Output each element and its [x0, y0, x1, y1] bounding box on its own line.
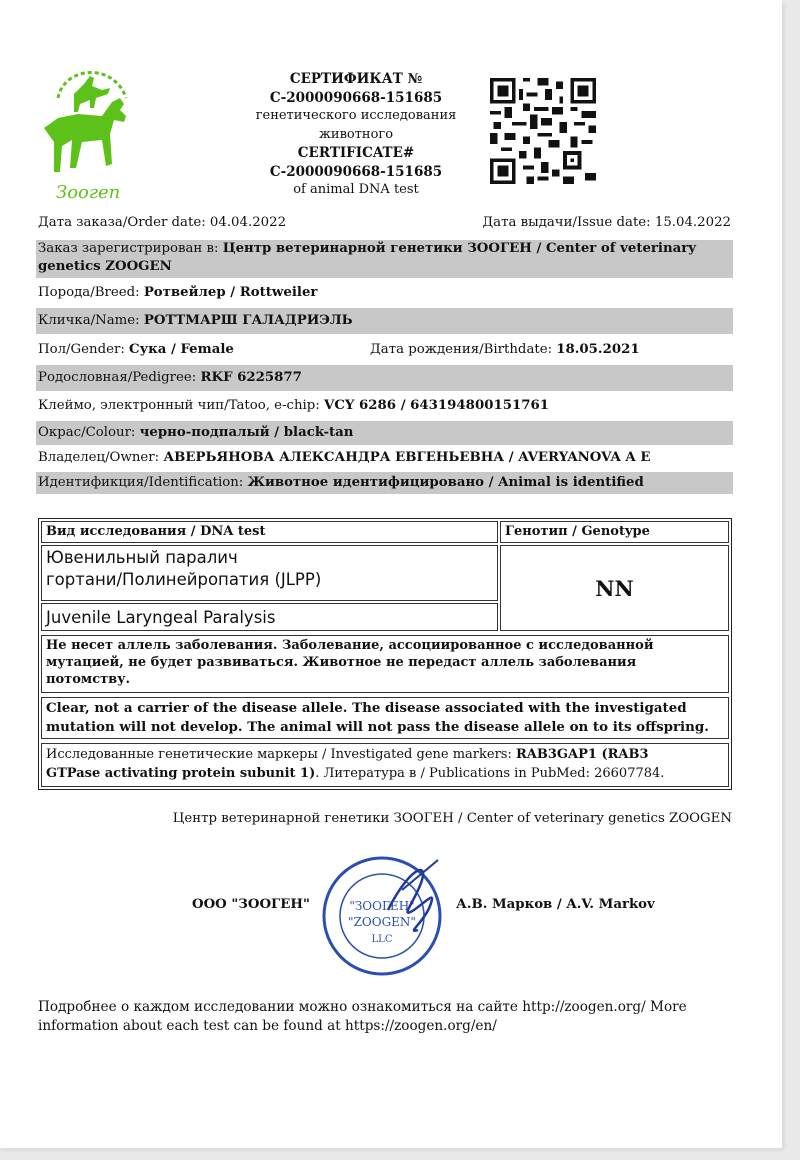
result-ru-line-2: мутацией, не будет развиваться. Животное не передаст аллель заболевания	[46, 655, 637, 670]
gender-label: Пол/Gender:	[38, 342, 130, 357]
chip-value: VCY 6286 / 643194800151761	[324, 398, 549, 413]
birthdate-value: 18.05.2021	[556, 342, 640, 357]
certificate-heading	[246, 70, 466, 200]
cert-number-en: С-2000090668-151685	[269, 163, 443, 180]
issue-date-label: Дата выдачи/Issue date:	[482, 215, 655, 230]
order-date-value: 04.04.2022	[209, 215, 287, 230]
result-ru-line-3: потомству.	[46, 672, 131, 687]
qr-code-icon[interactable]	[490, 78, 596, 184]
colour-label: Окрас/Colour:	[38, 425, 140, 440]
order-date-label: Дата заказа/Order date:	[38, 215, 210, 230]
breed-value: Ротвейлер / Rottweiler	[143, 285, 318, 300]
more-info-line-2: information about each test can be found at https://zoogen.org/en/	[38, 1018, 497, 1034]
footer-organization: Центр ветеринарной генетики ЗООГЕН / Center of veterinary genetics ZOOGEN	[172, 811, 732, 826]
name-label: Кличка/Name:	[38, 313, 144, 328]
markers-value-1: RAB3GAP1 (RAB3	[516, 747, 649, 762]
registered-label: Заказ зарегистрирован в:	[38, 241, 223, 256]
birthdate-label: Дата рождения/Birthdate:	[370, 342, 557, 357]
company-stamp-icon	[318, 850, 450, 980]
cert-subtitle-ru-1: генетического исследования	[255, 108, 457, 123]
result-ru	[41, 635, 729, 693]
order-date-row	[36, 214, 733, 232]
gender-row	[36, 341, 733, 359]
dna-test-table	[38, 518, 732, 790]
more-info	[38, 998, 728, 1036]
more-info-line-1: Подробнее о каждом исследовании можно ознакомиться на сайте http://zoogen.org/ More	[38, 999, 687, 1015]
issue-date-value: 15.04.2022	[654, 215, 731, 230]
chip-label: Клеймо, электронный чип/Tatoo, e-chip:	[38, 398, 325, 413]
markers-value-2: GTPase activating protein subunit 1)	[46, 766, 316, 781]
cert-number-ru: С-2000090668-151685	[269, 89, 443, 106]
result-en-line-1: Clear, not a carrier of the disease allele. The disease associated with the investigated	[46, 700, 687, 716]
stamp-text-2: "ZOOGEN"	[348, 915, 416, 929]
cert-title-en: CERTIFICATE#	[297, 145, 415, 161]
pedigree-row	[36, 365, 733, 391]
company-name: ООО "ЗООГЕН"	[192, 897, 310, 912]
genotype-value: NN	[500, 545, 729, 631]
stamp-text-3: LLC	[371, 934, 393, 945]
registered-row	[36, 240, 733, 278]
publications: . Литература в / Publications in PubMed: 26607784.	[315, 766, 665, 781]
test-name-ru	[41, 545, 498, 601]
test-name-en: Juvenile Laryngeal Paralysis	[41, 603, 498, 631]
registered-value-2: genetics ZOOGEN	[38, 259, 172, 274]
zoogen-logo-icon	[36, 58, 136, 206]
result-en	[41, 697, 729, 739]
issue-date	[482, 214, 731, 232]
name-row	[36, 308, 733, 334]
cert-title-ru: СЕРТИФИКАТ №	[289, 71, 423, 87]
owner-label: Владелец/Owner:	[38, 450, 164, 465]
owner-row	[36, 449, 733, 467]
gender-value: Сука / Female	[129, 342, 234, 357]
chip-row	[36, 397, 733, 415]
cert-subtitle-en: of animal DNA test	[293, 182, 419, 197]
identification-row	[36, 472, 733, 494]
colour-value: черно-подпалый / black-tan	[139, 425, 354, 440]
colour-row	[36, 421, 733, 445]
test-name-ru-line-1: Ювенильный паралич	[46, 548, 238, 567]
pedigree-label: Родословная/Pedigree:	[38, 370, 201, 385]
identification-label: Идентификция/Identification:	[38, 475, 248, 490]
breed-row	[36, 284, 733, 302]
identification-value: Животное идентифицировано / Animal is identified	[247, 475, 644, 490]
stamp-text-1: "ЗООГЕН"	[349, 899, 415, 913]
pedigree-value: RKF 6225877	[200, 370, 302, 385]
breed-label: Порода/Breed:	[38, 285, 144, 300]
test-name-ru-line-2: гортани/Полинейропатия (JLPP)	[46, 570, 322, 589]
result-ru-line-1: Не несет аллель заболевания. Заболевание, ассоциированное с исследованной	[46, 638, 654, 653]
logo-text: Зоогеn	[56, 182, 121, 203]
cert-subtitle-ru-2: животного	[318, 126, 394, 142]
signer-name: А.В. Марков / A.V. Markov	[456, 897, 655, 912]
registered-value-1: Центр ветеринарной генетики ЗООГЕН / Center of veterinary	[222, 241, 696, 256]
markers-label: Исследованные генетические маркеры / Investigated gene markers:	[46, 747, 516, 762]
name-value: РОТТМАРШ ГАЛАДРИЭЛЬ	[143, 313, 353, 328]
owner-value: АВЕРЬЯНОВА АЛЕКСАНДРА ЕВГЕНЬЕВНА / AVERYANOVA A E	[163, 450, 651, 465]
birthdate	[370, 341, 640, 359]
result-en-line-2: mutation will not develop. The animal will not pass the disease allele on to its offspring.	[46, 719, 709, 735]
column-header-genotype: Генотип / Genotype	[500, 521, 729, 543]
column-header-test: Вид исследования / DNA test	[41, 521, 498, 543]
gene-markers	[41, 743, 729, 787]
